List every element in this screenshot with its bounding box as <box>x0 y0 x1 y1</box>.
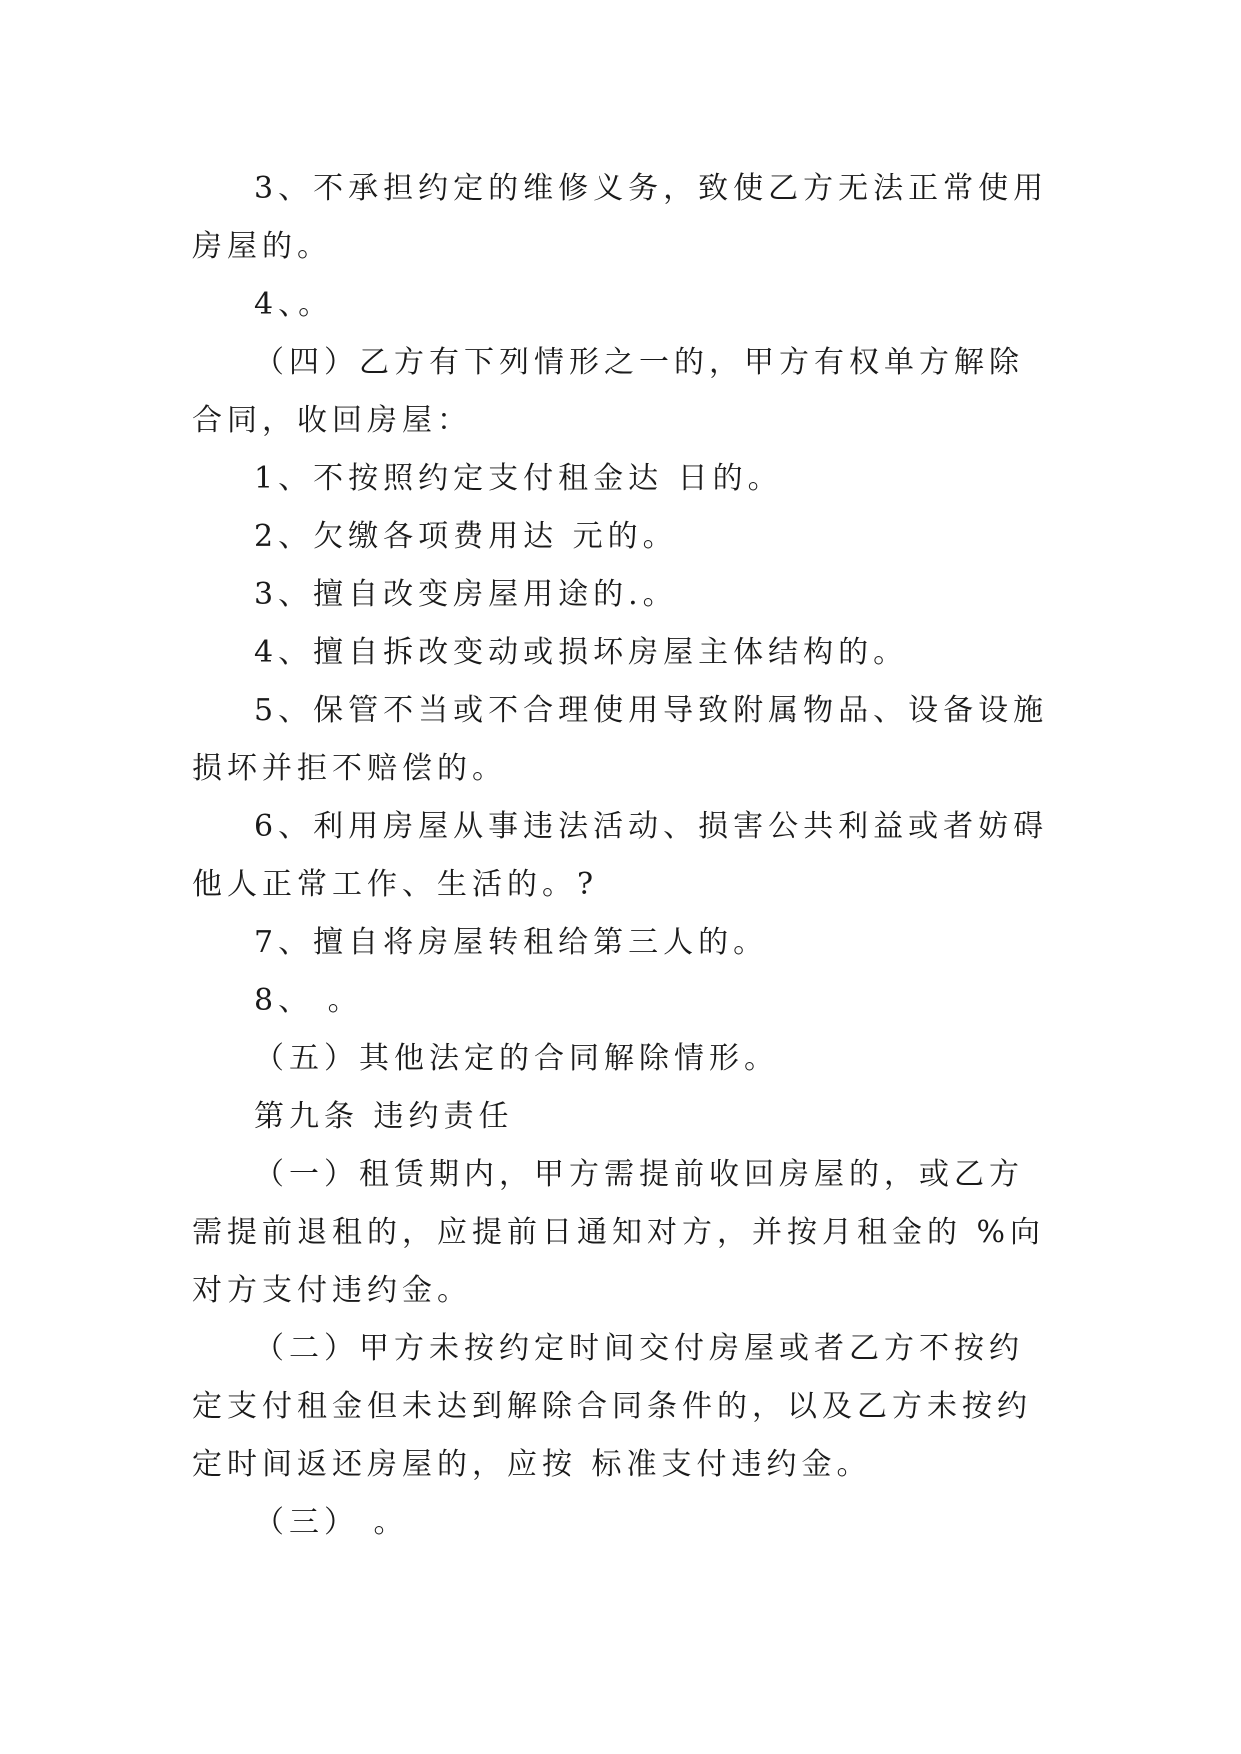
article-heading: 第九条 违约责任 <box>254 1099 514 1134</box>
clause-paragraph: （二）甲方未按约定时间交付房屋或者乙方不按约定支付租金但未达到解除合同条件的，以及乙方未按约定时间返还房屋的，应按 标准支付违约金。 <box>192 1331 1032 1482</box>
clause-paragraph: （三） 。 <box>254 1505 409 1540</box>
document-body <box>192 160 1052 1552</box>
clause-paragraph: （四）乙方有下列情形之一的，甲方有权单方解除合同，收回房屋： <box>192 345 1024 438</box>
clause-paragraph: 3、不承担约定的维修义务，致使乙方无法正常使用房屋的。 <box>192 171 1049 264</box>
clause-paragraph: 8、 。 <box>254 983 363 1018</box>
clause-paragraph: 4、。 <box>254 287 334 322</box>
clause-paragraph: 5、保管不当或不合理使用导致附属物品、设备设施损坏并拒不赔偿的。 <box>192 693 1049 786</box>
clause-paragraph: 1、不按照约定支付租金达 日的。 <box>254 461 783 496</box>
clause-paragraph: 4、擅自拆改变动或损坏房屋主体结构的。 <box>254 635 909 670</box>
clause-paragraph: 6、利用房屋从事违法活动、损害公共利益或者妨碍他人正常工作、生活的。? <box>192 809 1049 902</box>
clause-paragraph: 7、擅自将房屋转租给第三人的。 <box>254 925 769 960</box>
clause-paragraph: （五）其他法定的合同解除情形。 <box>254 1041 779 1076</box>
clause-paragraph: （一）租赁期内，甲方需提前收回房屋的，或乙方需提前退租的，应提前日通知对方，并按月租金的 %向对方支付违约金。 <box>192 1157 1046 1308</box>
clause-paragraph: 2、欠缴各项费用达 元的。 <box>254 519 678 554</box>
clause-paragraph: 3、擅自改变房屋用途的.。 <box>254 577 678 612</box>
